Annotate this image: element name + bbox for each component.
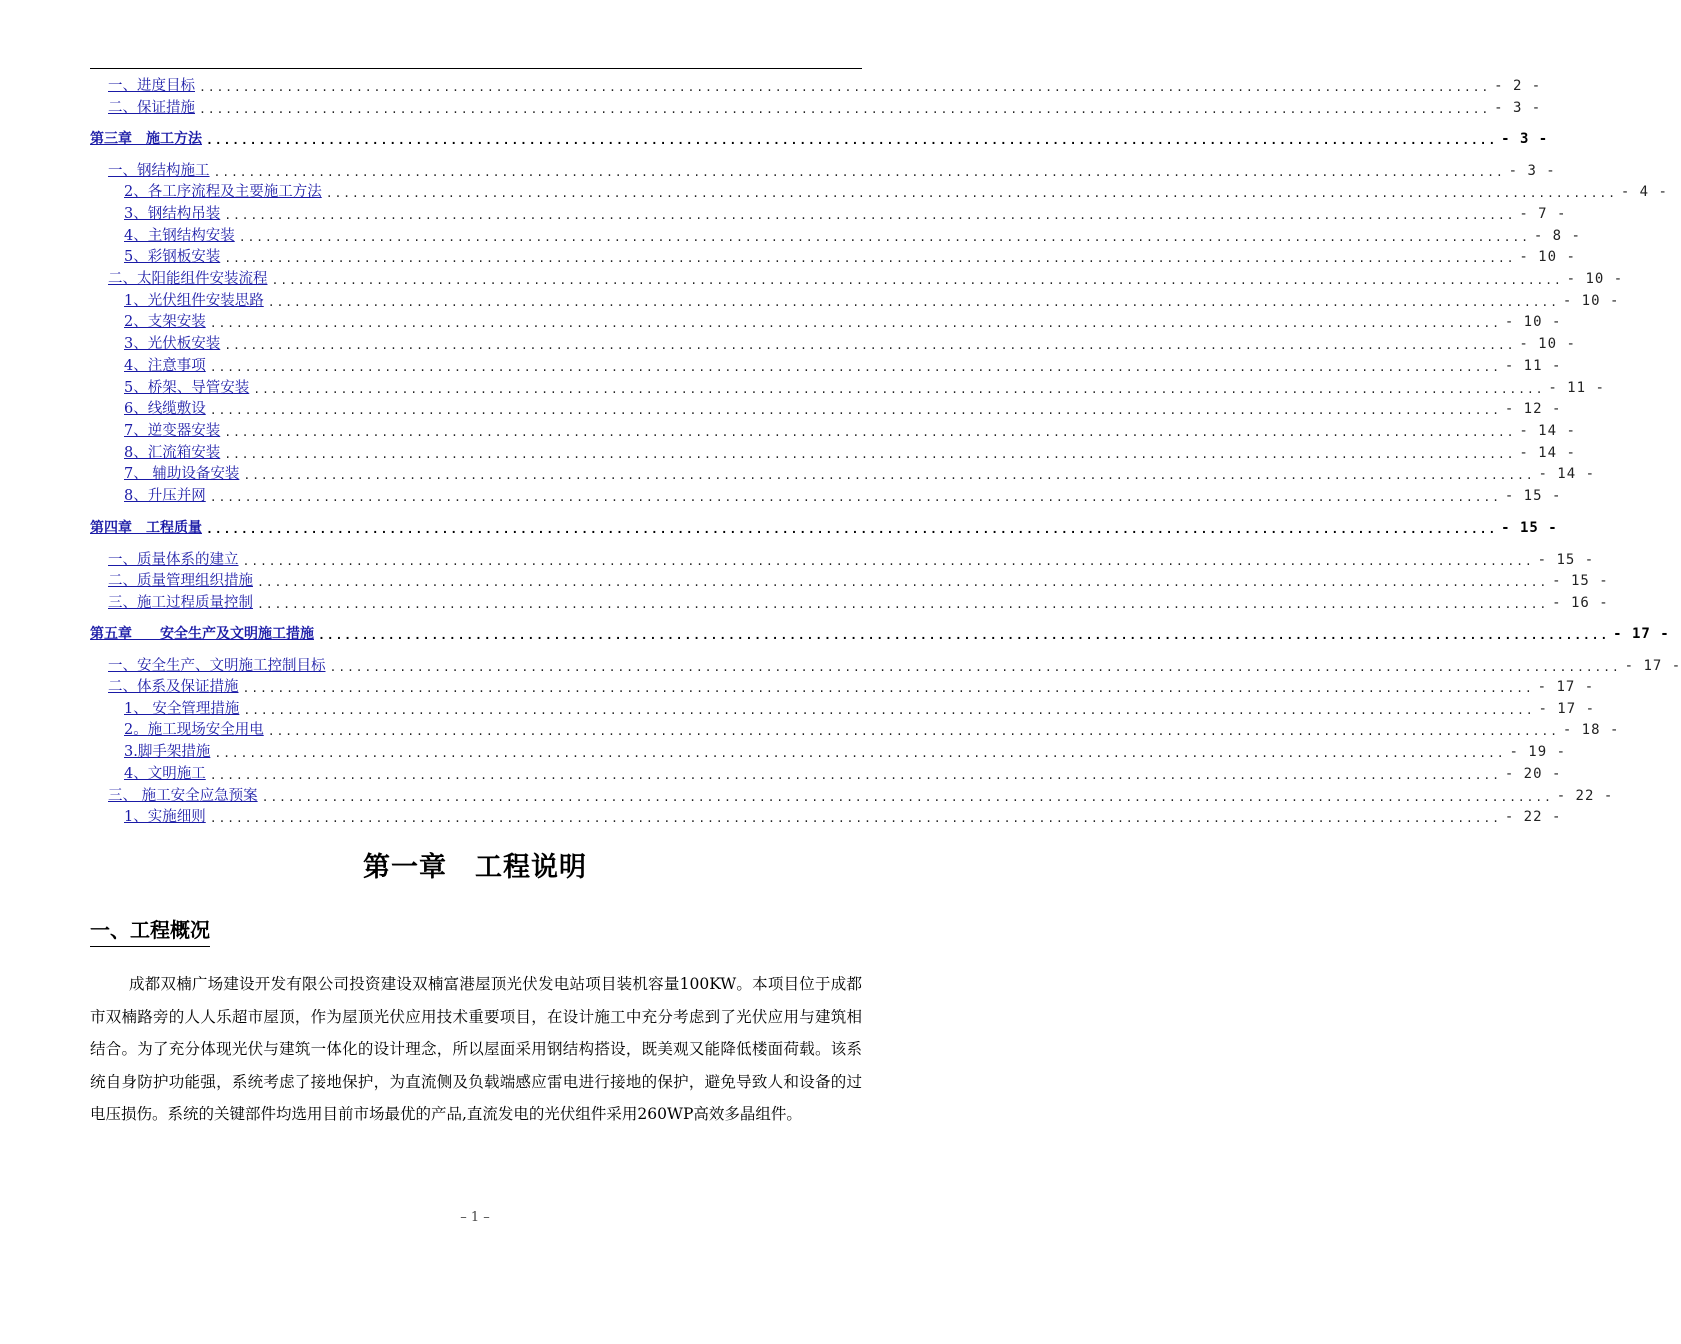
toc-entry-label[interactable]: 2、支架安装 (124, 314, 206, 330)
toc-entry[interactable] (108, 98, 1542, 118)
toc-entry-page: - 3 - (1494, 100, 1542, 116)
toc-entry-label[interactable]: 7、逆变器安装 (124, 423, 221, 439)
toc-entry-page: - 10 - (1562, 293, 1620, 309)
toc-entry-label[interactable]: 6、线缆敷设 (124, 401, 206, 417)
toc-entry[interactable] (124, 247, 1576, 267)
toc-entry[interactable] (124, 764, 1562, 784)
toc-entry-page: - 17 - (1624, 658, 1681, 674)
toc-entry-label[interactable]: 三、 施工安全应急预案 (108, 788, 258, 804)
toc-entry-page: - 4 - (1620, 184, 1668, 200)
toc-entry-page: - 14 - (1519, 423, 1576, 439)
toc-entry-page: - 3 - (1501, 131, 1549, 147)
toc-entry-page: - 15 - (1501, 520, 1558, 536)
toc-leader-dots: .................................................................................................................................................... (224, 447, 1516, 461)
toc-entry-label[interactable]: 一、钢结构施工 (108, 163, 210, 179)
toc-entry-label[interactable]: 8、升压并网 (124, 488, 206, 504)
toc-leader-dots: .................................................................................................................................................... (243, 468, 1535, 482)
toc-entry-page: - 17 - (1613, 626, 1670, 642)
toc-entry[interactable] (124, 378, 1605, 398)
toc-entry-page: - 19 - (1509, 744, 1567, 760)
toc-leader-dots: .................................................................................................................................................... (224, 208, 1516, 222)
toc-entry-page: - 14 - (1519, 445, 1576, 461)
toc-entry-page: - 8 - (1533, 228, 1581, 244)
toc-leader-dots: .................................................................................................................................................... (206, 133, 1498, 147)
toc-entry-page: - 11 - (1504, 358, 1562, 374)
toc-leader-dots: .................................................................................................................................................... (325, 186, 1617, 200)
toc-leader-dots: .................................................................................................................................................... (209, 768, 1501, 782)
toc-entry-label[interactable]: 7、 辅助设备安装 (124, 466, 240, 482)
toc-entry-label[interactable]: 4、注意事项 (124, 358, 206, 374)
toc-leader-dots: .................................................................................................................................................... (267, 724, 1559, 738)
toc-entry-page: - 10 - (1504, 314, 1562, 330)
toc-entry-page: - 17 - (1537, 679, 1595, 695)
toc-leader-dots: .................................................................................................................................................... (253, 382, 1545, 396)
toc-entry[interactable] (108, 656, 1681, 676)
toc-entry[interactable] (124, 291, 1620, 311)
toc-entry-label[interactable]: 二、太阳能组件安装流程 (108, 271, 268, 287)
toc-leader-dots: .................................................................................................................................................... (242, 554, 1534, 568)
toc-entry[interactable] (108, 677, 1595, 697)
toc-chapter-entry[interactable] (90, 129, 1549, 149)
toc-entry-label[interactable]: 一、进度目标 (108, 78, 195, 94)
toc-entry-label[interactable]: 4、文明施工 (124, 766, 206, 782)
toc-entry[interactable] (124, 226, 1581, 246)
toc-entry[interactable] (124, 742, 1567, 762)
toc-leader-dots: .................................................................................................................................................... (209, 490, 1501, 504)
toc-entry-label[interactable]: 3、钢结构吊装 (124, 206, 221, 222)
toc-entry[interactable] (124, 443, 1576, 463)
toc-entry-label[interactable]: 5、桥架、导管安装 (124, 380, 250, 396)
toc-entry[interactable] (124, 399, 1562, 419)
toc-entry[interactable] (124, 204, 1567, 224)
toc-leader-dots: .................................................................................................................................................... (209, 360, 1501, 374)
toc-entry-label[interactable]: 3、光伏板安装 (124, 336, 221, 352)
toc-entry-label[interactable]: 二、保证措施 (108, 100, 195, 116)
toc-leader-dots: .................................................................................................................................................... (224, 338, 1516, 352)
toc-leader-dots: .................................................................................................................................................... (329, 660, 1621, 674)
toc-leader-dots: .................................................................................................................................................... (209, 811, 1501, 825)
toc-leader-dots: .................................................................................................................................................... (261, 790, 1553, 804)
toc-leader-dots: .................................................................................................................................................... (224, 425, 1516, 439)
toc-entry[interactable] (124, 699, 1596, 719)
toc-leader-dots: .................................................................................................................................................... (238, 230, 1530, 244)
page-number-footer: – 1 – (460, 1210, 490, 1225)
toc-leader-dots: .................................................................................................................................................... (318, 628, 1610, 642)
toc-entry[interactable] (108, 593, 1609, 613)
toc-entry-page: - 15 - (1537, 552, 1595, 568)
toc-entry[interactable] (124, 464, 1596, 484)
toc-entry-page: - 16 - (1552, 595, 1609, 611)
toc-entry[interactable] (124, 182, 1668, 202)
toc-entry-label[interactable]: 8、汇流箱安装 (124, 445, 221, 461)
toc-entry[interactable] (108, 550, 1595, 570)
toc-entry-label[interactable]: 1、光伏组件安装思路 (124, 293, 264, 309)
toc-entry[interactable] (124, 486, 1562, 506)
toc-entry-page: - 7 - (1519, 206, 1567, 222)
toc-leader-dots: .................................................................................................................................................... (271, 273, 1563, 287)
toc-entry[interactable] (124, 720, 1620, 740)
toc-leader-dots: .................................................................................................................................................... (199, 80, 1491, 94)
toc-entry-page: - 12 - (1504, 401, 1562, 417)
toc-entry-page: - 11 - (1548, 380, 1605, 396)
toc-entry-label[interactable]: 3.脚手架措施 (124, 744, 211, 760)
toc-entry[interactable] (124, 334, 1576, 354)
chapter-title: 第一章 工程说明 (363, 852, 587, 883)
body-paragraph: 成都双楠广场建设开发有限公司投资建设双楠富港屋顶光伏发电站项目装机容量100KW。本项目位于成都市双楠路旁的人人乐超市屋顶，作为屋顶光伏应用技术重要项目，在设计施工中充分考虑到了光伏应用与建筑相结合。为了充分体现光伏与建筑一体化的设计理念，所以屋面采用钢结构搭设，既美观又能降低楼面荷载。该系统自身防护功能强，系统考虑了接地保护，为直流侧及负载端感应雷电进行接地的保护，避免导致人和设备的过电压损伤。系统的关键部件均选用目前市场最优的产品,直流发电的光伏组件采用260WP高效多晶组件。 (90, 975, 862, 1124)
toc-entry-page: - 15 - (1552, 573, 1609, 589)
toc-entry[interactable] (124, 421, 1576, 441)
toc-entry-label[interactable]: 2、各工序流程及主要施工方法 (124, 184, 322, 200)
toc-leader-dots: .................................................................................................................................................... (257, 597, 1549, 611)
toc-entry-page: - 10 - (1519, 249, 1576, 265)
toc-chapter-entry[interactable] (90, 624, 1670, 644)
toc-entry[interactable] (108, 76, 1542, 96)
toc-entry-label[interactable]: 1、实施细则 (124, 809, 206, 825)
toc-leader-dots: .................................................................................................................................................... (209, 403, 1501, 417)
toc-entry[interactable] (124, 312, 1562, 332)
toc-leader-dots: .................................................................................................................................................... (206, 522, 1498, 536)
toc-entry-page: - 14 - (1538, 466, 1596, 482)
toc-entry-label[interactable]: 2。施工现场安全用电 (124, 722, 264, 738)
toc-entry-label[interactable]: 一、安全生产、文明施工控制目标 (108, 658, 326, 674)
toc-entry-page: - 18 - (1562, 722, 1620, 738)
toc-chapter-entry[interactable] (90, 518, 1558, 538)
toc-leader-dots: .................................................................................................................................................... (199, 102, 1491, 116)
toc-leader-dots: .................................................................................................................................................... (224, 251, 1516, 265)
toc-entry-label[interactable]: 二、质量管理组织措施 (108, 573, 253, 589)
toc-leader-dots: .................................................................................................................................................... (213, 165, 1505, 179)
toc-entry-label[interactable]: 三、施工过程质量控制 (108, 595, 253, 611)
toc-entry-label[interactable]: 1、 安全管理措施 (124, 701, 240, 717)
toc-entry-page: - 17 - (1538, 701, 1596, 717)
toc-leader-dots: .................................................................................................................................................... (209, 316, 1501, 330)
toc-entry[interactable] (124, 807, 1562, 827)
toc-entry-label[interactable]: 第五章 安全生产及文明施工措施 (90, 626, 314, 642)
toc-entry-page: - 22 - (1556, 788, 1614, 804)
toc-entry-page: - 15 - (1504, 488, 1562, 504)
toc-entry-label[interactable]: 第三章 施工方法 (90, 131, 202, 147)
toc-entry-page: - 10 - (1519, 336, 1576, 352)
section-title: 一、工程概况 (90, 914, 210, 947)
toc-leader-dots: .................................................................................................................................................... (242, 681, 1534, 695)
toc-entry-page: - 20 - (1504, 766, 1562, 782)
toc-entry-label[interactable]: 二、体系及保证措施 (108, 679, 239, 695)
toc-entry-label[interactable]: 5、彩钢板安装 (124, 249, 221, 265)
toc-entry-label[interactable]: 4、主钢结构安装 (124, 228, 235, 244)
toc-entry-page: - 3 - (1508, 163, 1556, 179)
toc-entry-label[interactable]: 一、质量体系的建立 (108, 552, 239, 568)
toc-entry[interactable] (108, 161, 1556, 181)
toc-entry-page: - 22 - (1504, 809, 1562, 825)
toc-leader-dots: .................................................................................................................................................... (243, 703, 1535, 717)
toc-entry[interactable] (108, 786, 1614, 806)
toc-leader-dots: .................................................................................................................................................... (214, 746, 1506, 760)
toc-leader-dots: .................................................................................................................................................... (267, 295, 1559, 309)
toc-entry-label[interactable]: 第四章 工程质量 (90, 520, 202, 536)
toc-leader-dots: .................................................................................................................................................... (257, 575, 1549, 589)
toc-entry-page: - 10 - (1566, 271, 1624, 287)
header-rule (90, 68, 862, 69)
toc-entry-page: - 2 - (1494, 78, 1542, 94)
toc-entry[interactable] (108, 269, 1624, 289)
toc-entry[interactable] (108, 571, 1609, 591)
toc-entry[interactable] (124, 356, 1562, 376)
